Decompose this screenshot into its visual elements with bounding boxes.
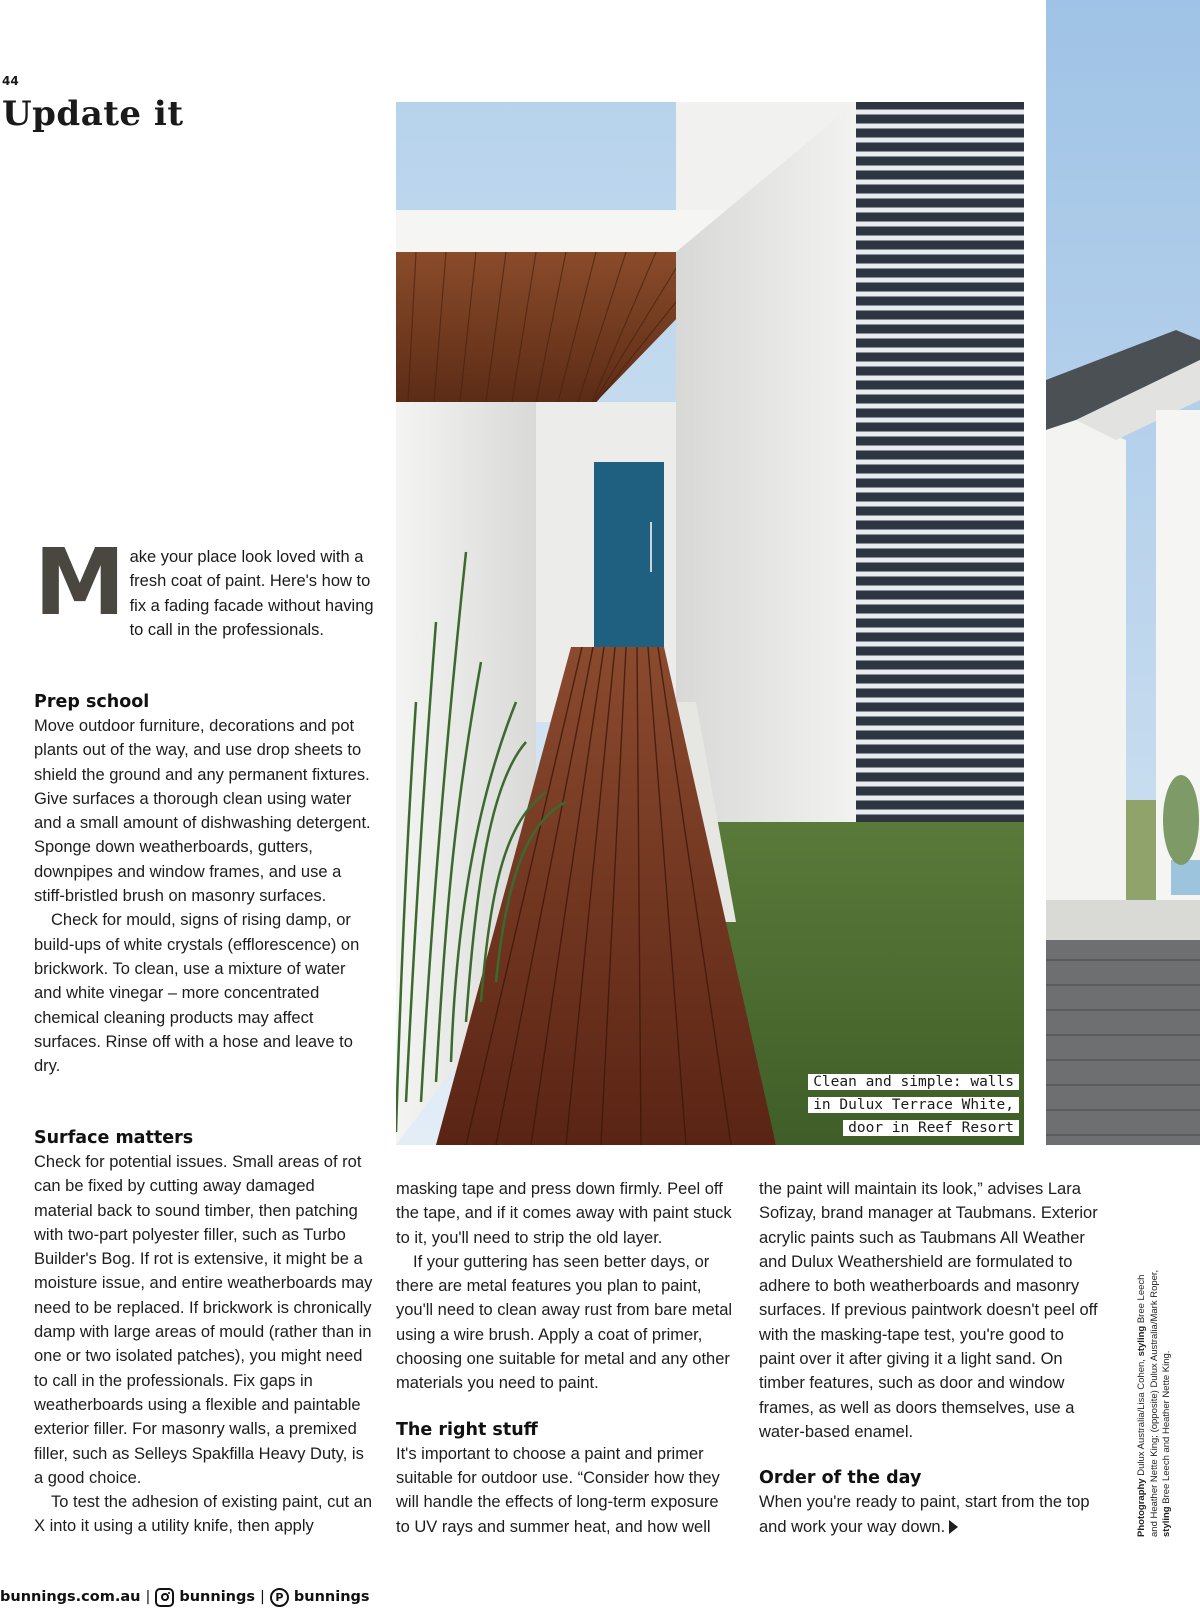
footer (0, 1587, 370, 1607)
footer-instagram-handle[interactable]: bunnings (179, 1589, 255, 1605)
walkway-photo (396, 102, 1024, 1145)
photo-caption (773, 1071, 1019, 1140)
order-of-day-paragraph (759, 1490, 1099, 1539)
house-photo-illustration (1046, 0, 1200, 1145)
prep-school-section (34, 690, 374, 1078)
walkway-photo-illustration (396, 102, 1024, 1145)
column-2 (396, 1177, 736, 1539)
footer-pinterest-handle[interactable]: bunnings (293, 1589, 370, 1605)
pinterest-icon[interactable]: P (270, 1588, 289, 1607)
door (594, 462, 664, 652)
credit-text-1: Dulux Australia/Lisa Cohen, (1136, 1356, 1147, 1479)
instagram-icon[interactable] (155, 1588, 174, 1607)
section-title: Update it (2, 94, 184, 134)
surface-matters-heading: Surface matters (34, 1128, 194, 1148)
caption-line-1: Clean and simple: walls (808, 1074, 1019, 1090)
surface-matters-paragraph-2: To test the adhesion of existing paint, cut an X into it using a utility knife, then apply (34, 1493, 373, 1536)
right-stuff-heading: The right stuff (396, 1419, 538, 1440)
credit-label-styling: styling (1136, 1325, 1147, 1357)
caption-line-3: door in Reef Resort (843, 1120, 1019, 1136)
drop-cap: M (34, 529, 126, 636)
footer-separator: | (145, 1589, 151, 1605)
order-of-day-heading: Order of the day (759, 1468, 922, 1489)
surface-matters-paragraph-1: Check for potential issues. Small areas of rot can be fixed by cutting away damaged material back to sound timber, then patching with two-part polyester filler, such as Turbo Builder's Bog. If rot is extensive, it might be a moisture issue, and entire weatherboards may need to be replaced. If brickwork is chronically damp with large areas of mould (rather than in one or two isolated patches), you might need to call in the professionals. Fix gaps in weatherboards using a flexible and paintable exterior filler. For masonry walls, a premixed filler, such as Selleys Spakfilla Heavy Duty, is a good choice. (34, 1153, 373, 1487)
credit-label-styling-2: styling (1161, 1506, 1172, 1537)
right-stuff-paragraph-1: It's important to choose a paint and primer suitable for outdoor use. “Consider how they will handle the effects of long-term exposure to UV rays and summer heat, and how well (396, 1444, 720, 1536)
caption-line-2: in Dulux Terrace White, (808, 1097, 1019, 1113)
prep-school-heading: Prep school (34, 692, 150, 712)
page-number: 44 (2, 74, 19, 88)
credit-text-2: Bree Leech (1136, 1274, 1147, 1326)
right-stuff-paragraph-2: the paint will maintain its look,” advises Lara Sofizay, brand manager at Taubmans. Exterior acrylic paints such as Taubmans All Weather and Dulux Weathershield are formulated to adhere to both weatherboards and masonry surfaces. If previous paintwork doesn't peel off with the masking-tape test, you're good to paint over it after giving it a light sand. On timber features, such as door and window frames, as well as doors themselves, use a water-based enamel. (759, 1180, 1098, 1441)
prep-school-paragraph-2: Check for mould, signs of rising damp, or build-ups of white crystals (efflorescence) on brickwork. To clean, use a mixture of water and white vinegar – more concentrated chemical cleaning products may affect surfaces. Rinse off with a hose and leave to dry. (34, 911, 360, 1076)
credit-text-3: Bree Leech and Heather Nette King. (1161, 1350, 1172, 1507)
credit-line-2: and Heather Nette King; (opposite) Dulux Australia/Mark Roper, (1148, 1269, 1160, 1537)
intro-paragraph (34, 529, 374, 642)
house-photo-strip (1046, 0, 1200, 1145)
footer-website-link[interactable]: bunnings.com.au (0, 1589, 141, 1605)
surface-matters-section (34, 1126, 374, 1539)
order-of-day-text: When you're ready to paint, start from the top and work your way down. (759, 1493, 1090, 1536)
credit-label-photography: Photography (1136, 1478, 1147, 1537)
photo-credits (1136, 1237, 1174, 1537)
end-arrow-icon (949, 1520, 958, 1534)
intro-text: ake your place look loved with a fresh coat of paint. Here's how to fix a fading facade without having to call in the professionals. (129, 548, 374, 639)
prep-school-paragraph-1: Move outdoor furniture, decorations and pot plants out of the way, and use drop sheets to shield the ground and any permanent fixtures. Give surfaces a thorough clean using water and a small amount of dishwashing detergent. Sponge down weatherboards, gutters, downpipes and window frames, and use a stiff-bristled brush on masonry surfaces. (34, 717, 371, 906)
surface-matters-paragraph-3: masking tape and press down firmly. Peel off the tape, and if it comes away with paint stuck to it, you'll need to strip the old layer. (396, 1180, 732, 1247)
footer-separator-2: | (260, 1589, 265, 1605)
surface-matters-paragraph-4: If your guttering has seen better days, or there are metal features you plan to paint, you'll need to clean away rust from bare metal using a wire brush. Apply a coat of primer, choosing one suitable for metal and any other materials you need to paint. (396, 1252, 733, 1393)
column-3 (759, 1177, 1099, 1539)
